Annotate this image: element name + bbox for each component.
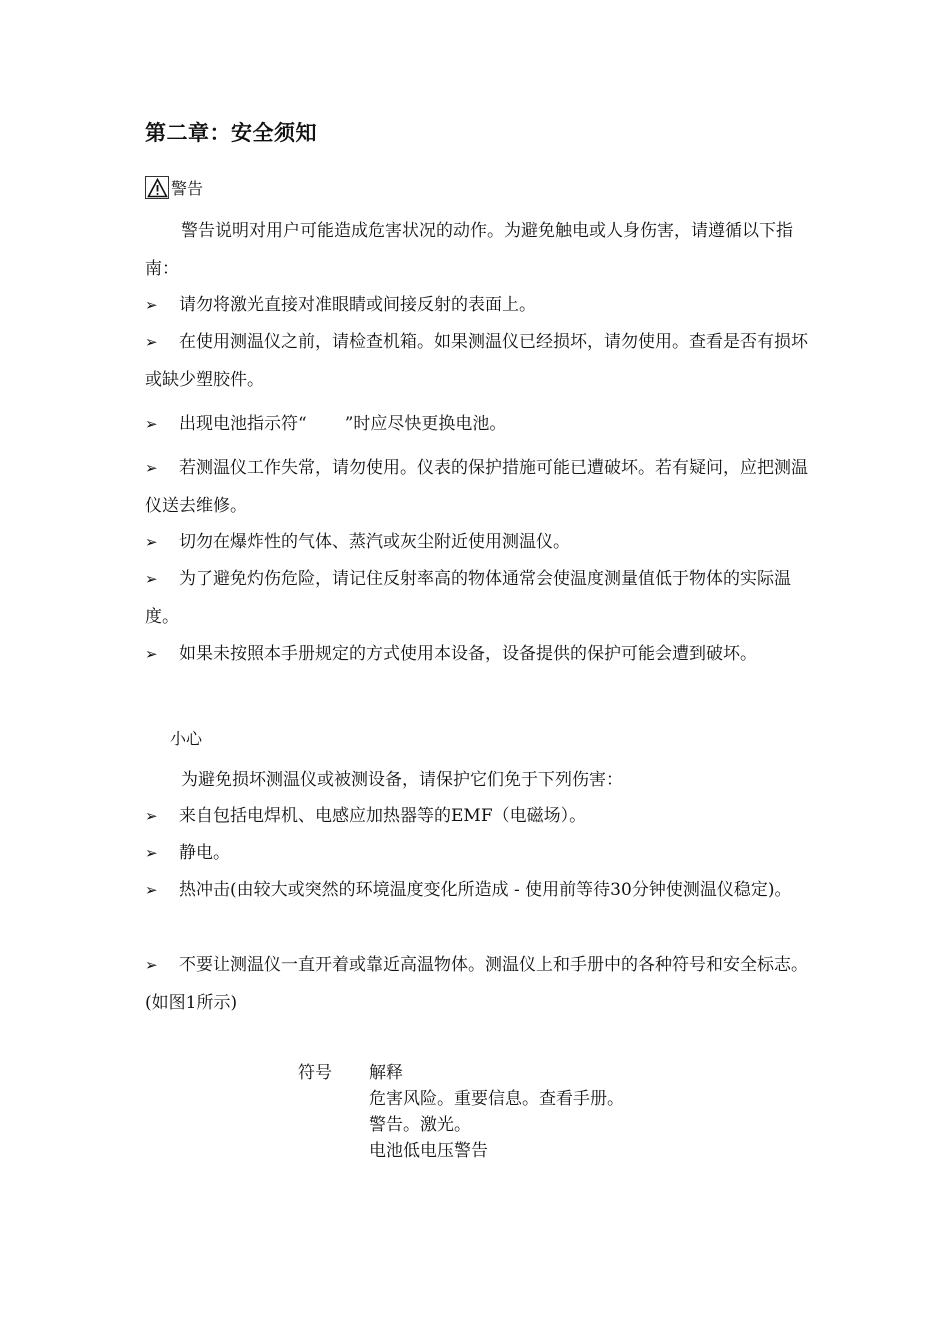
warning-triangle-icon [145,176,169,199]
bullet-arrow-icon: ➢ [145,645,158,663]
warning-item: ➢ 如果未按照本手册规定的方式使用本设备，设备提供的保护可能会遭到破坏。 [145,635,810,673]
bullet-arrow-icon: ➢ [145,296,158,314]
caution-item: ➢ 静电。 [145,834,810,872]
warning-item: ➢ 请勿将激光直接对准眼睛或间接反射的表面上。 [145,286,810,324]
bullet-arrow-icon: ➢ [145,881,158,899]
bullet-arrow-icon: ➢ [145,533,158,551]
caution-item: ➢ 来自包括电焊机、电感应加热器等的EMF（电磁场）。 [145,797,810,835]
warning-item: ➢ 切勿在爆炸性的气体、蒸汽或灰尘附近使用测温仪。 [145,523,810,561]
symbol-table-header-symbol: 符号 [298,1063,332,1083]
warning-item: ➢ 若测温仪工作失常，请勿使用。仪表的保护措施可能已遭破坏。若有疑问，应把测温仪送去维修。 [145,449,810,525]
bullet-arrow-icon: ➢ [145,333,158,351]
bullet-arrow-icon: ➢ [145,956,158,974]
bullet-arrow-icon: ➢ [145,844,158,862]
chapter-title: 第二章：安全须知 [145,121,317,145]
symbol-table-header-explanation: 解释 [369,1063,403,1083]
bullet-arrow-icon: ➢ [145,570,158,588]
symbol-table-row: 危害风险。重要信息。查看手册。 [369,1089,624,1109]
warning-label: 警告 [171,179,204,198]
caution-item: ➢ 热冲击(由较大或突然的环境温度变化所造成 - 使用前等待30分钟使测温仪稳定)。 [145,871,810,909]
symbol-table-row: 警告。激光。 [369,1115,471,1135]
bullet-arrow-icon: ➢ [145,807,158,825]
warning-item: ➢ 为了避免灼伤危险，请记住反射率高的物体通常会使温度测量值低于物体的实际温度。 [145,560,810,636]
caution-label: 小心 [170,729,203,748]
warning-heading [145,176,203,199]
bullet-arrow-icon: ➢ [145,415,158,433]
caution-item: ➢ 不要让测温仪一直开着或靠近高温物体。测温仪上和手册中的各种符号和安全标志。(如图1所示) [145,946,810,1022]
warning-intro: 警告说明对用户可能造成危害状况的动作。为避免触电或人身伤害，请遵循以下指南： [145,221,793,279]
caution-intro: 为避免损坏测温仪或被测设备，请保护它们免于下列伤害： [181,770,623,790]
warning-item: ➢ 在使用测温仪之前，请检查机箱。如果测温仪已经损坏，请勿使用。查看是否有损坏或缺少塑胶件。 [145,323,810,399]
warning-item: ➢ 出现电池指示符“ ”时应尽快更换电池。 [145,405,810,443]
symbol-table-row: 电池低电压警告 [369,1141,488,1161]
bullet-arrow-icon: ➢ [145,459,158,477]
symbol-table-explanations [369,1060,624,1164]
